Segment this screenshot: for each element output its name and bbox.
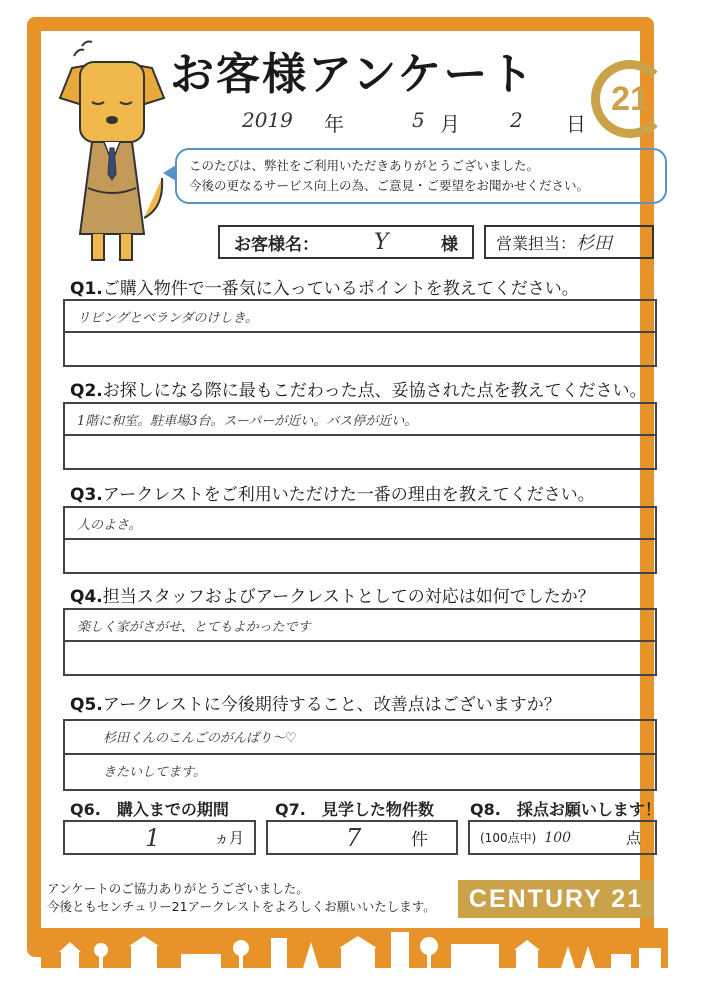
date-month-value: 5 [412, 108, 425, 132]
question-5 [70, 690, 561, 715]
viewed-properties-field[interactable] [266, 820, 458, 855]
answer-5-line-2: きたいしてます。 [103, 765, 206, 780]
question-2-number: Q2. [70, 381, 103, 401]
question-8-text: 採点お願いします！ [516, 800, 661, 819]
answer-box-5[interactable] [63, 719, 657, 791]
question-6 [70, 797, 229, 820]
staff-label: 営業担当： [496, 233, 577, 253]
date-year-label: 年 [324, 112, 344, 136]
answer-box-4[interactable] [63, 608, 657, 676]
question-1-number: Q1. [70, 279, 103, 299]
answer-box-1[interactable] [63, 299, 657, 367]
intro-speech-bubble [175, 148, 667, 204]
intro-line-1: このたびは、弊社をご利用いただきありがとうございました。 [189, 158, 540, 173]
score-value: 100 [544, 829, 572, 846]
question-8 [470, 797, 661, 820]
score-unit: 点 [625, 829, 641, 847]
purchase-period-value: 1 [145, 823, 161, 852]
answer-4-line-1: 楽しく家がさがせ、とてもよかったです [77, 620, 311, 635]
question-8-number: Q8. [470, 800, 501, 819]
score-field[interactable] [468, 820, 657, 855]
answer-box-2[interactable] [63, 402, 657, 470]
town-skyline-illustration [41, 928, 668, 968]
footer-message [47, 880, 436, 916]
question-1-text: ご購入物件で一番気に入っているポイントを教えてください。 [102, 279, 579, 299]
question-6-number: Q6. [70, 800, 101, 819]
answer-1-line-1: リビングとベランダのけしき。 [77, 311, 258, 326]
customer-name-field[interactable] [218, 225, 474, 259]
answer-box-3[interactable] [63, 506, 657, 574]
question-4 [70, 582, 595, 607]
question-4-text: 担当スタッフおよびアークレストとしての対応は如何でしたか？ [102, 587, 595, 607]
viewed-properties-unit: 件 [411, 830, 428, 850]
question-3 [70, 480, 595, 505]
footer-line-1: アンケートのご協力ありがとうございました。 [47, 881, 309, 896]
date-day-value: 2 [510, 108, 523, 132]
dog-mascot-illustration [52, 38, 172, 268]
century21-brand-logo: CENTURY 21 [458, 880, 654, 918]
question-5-text: アークレストに今後期待すること、改善点はございますか？ [102, 695, 561, 715]
question-6-text: 購入までの期間 [116, 800, 229, 819]
page-title: お客様アンケート [170, 49, 536, 100]
question-2 [70, 376, 647, 401]
staff-name-field[interactable] [484, 225, 654, 259]
question-3-text: アークレストをご利用いただけた一番の理由を教えてください。 [102, 485, 595, 505]
date-day-label: 日 [566, 112, 586, 136]
customer-name-suffix: 様 [441, 234, 458, 255]
date-year-value: 2019 [242, 108, 293, 132]
question-7 [275, 797, 434, 820]
footer-tagline: センチュリー21の加盟店は、すべて独立・自営です。 [244, 971, 463, 981]
intro-line-2: 今後の更なるサービス向上の為、ご意見・ご要望をお聞かせください。 [189, 178, 590, 193]
question-1 [70, 274, 579, 299]
question-7-number: Q7. [275, 800, 306, 819]
question-7-text: 見学した物件数 [321, 800, 434, 819]
answer-2-line-1: 1階に和室。駐車場3台。スーパーが近い。バス停が近い。 [77, 414, 418, 429]
question-4-number: Q4. [70, 587, 103, 607]
question-3-number: Q3. [70, 485, 103, 505]
purchase-period-field[interactable] [63, 820, 256, 855]
question-5-number: Q5. [70, 695, 103, 715]
staff-value: 杉田 [576, 233, 613, 254]
customer-name-label: お客様名： [234, 234, 319, 255]
century21-circle-logo [591, 60, 669, 138]
logo-21-text: 21 [611, 79, 649, 118]
footer-line-2: 今後ともセンチュリー21アークレストをよろしくお願いいたします。 [47, 899, 436, 914]
question-2-text: お探しになる際に最もこだわった点、妥協された点を教えてください。 [102, 381, 647, 401]
answer-3-line-1: 人のよさ。 [77, 518, 142, 533]
answer-5-line-1: 杉田くんのこんごのがんばり〜♡ [103, 731, 297, 746]
purchase-period-unit: ヵ月 [213, 829, 244, 847]
date-month-label: 月 [440, 112, 460, 136]
customer-name-value: Y [374, 229, 389, 255]
viewed-properties-value: 7 [346, 823, 362, 852]
score-prefix: (100点中) [480, 831, 537, 845]
